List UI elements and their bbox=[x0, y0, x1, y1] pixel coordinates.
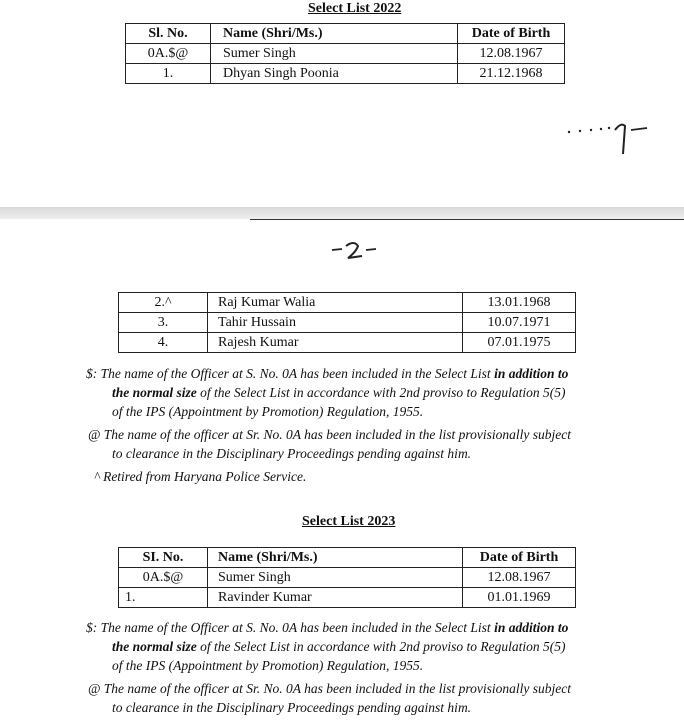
footnote-bold: the normal size bbox=[112, 385, 197, 400]
footnote-text: @ The name of the officer at Sr. No. 0A has been included in the list provisionally subject bbox=[88, 681, 571, 696]
select-list-2022-table bbox=[125, 23, 565, 84]
table-row bbox=[119, 333, 576, 353]
footnote-at-2022 bbox=[88, 425, 652, 463]
dob-cell: 01.01.1969 bbox=[463, 588, 576, 608]
name-cell: Sumer Singh bbox=[211, 44, 458, 64]
name-cell: Sumer Singh bbox=[208, 568, 463, 588]
select-list-2022-continued-table bbox=[118, 292, 576, 353]
dob-cell: 12.08.1967 bbox=[463, 568, 576, 588]
footnote-caret-2022: ^ Retired from Haryana Police Service. bbox=[94, 469, 307, 484]
dob-cell: 13.01.1968 bbox=[463, 293, 576, 313]
col-name: Name (Shri/Ms.) bbox=[208, 548, 463, 568]
table-row bbox=[126, 44, 565, 64]
select-list-2022-heading: Select List 2022 bbox=[308, 1, 402, 16]
footnote-text: to clearance in the Disciplinary Proceedings pending against him. bbox=[112, 700, 472, 715]
footnote-text: The name of the Officer at S. No. 0A has been included in the Select List bbox=[100, 620, 495, 635]
table-row bbox=[119, 568, 576, 588]
footnote-text: to clearance in the Disciplinary Proceedings pending against him. bbox=[112, 446, 472, 461]
footnote-at-2023 bbox=[88, 679, 652, 717]
handwritten-page-mark-2 bbox=[330, 238, 380, 266]
footnote-text: of the Select List in accordance with 2nd proviso to Regulation 5(5) bbox=[196, 385, 566, 400]
col-sl-no: SI. No. bbox=[119, 548, 208, 568]
name-cell: Raj Kumar Walia bbox=[208, 293, 463, 313]
select-list-2023-table bbox=[118, 547, 576, 608]
footnote-bold: in addition to bbox=[494, 366, 569, 381]
name-cell: Ravinder Kumar bbox=[208, 588, 463, 608]
footnote-text: @ The name of the officer at Sr. No. 0A has been included in the list provisionally subject bbox=[88, 427, 571, 442]
footnote-text: of the IPS (Appointment by Promotion) Regulation, 1955. bbox=[112, 404, 424, 419]
sl-cell: 0A.$@ bbox=[126, 44, 211, 64]
sl-cell: 1. bbox=[119, 588, 208, 608]
select-list-2023-heading: Select List 2023 bbox=[302, 514, 396, 529]
footnote-bold: in addition to bbox=[494, 620, 569, 635]
dob-cell: 21.12.1968 bbox=[458, 64, 565, 84]
dob-cell: 07.01.1975 bbox=[463, 333, 576, 353]
footnote-dollar-2022 bbox=[86, 364, 652, 421]
table-header-row bbox=[126, 24, 565, 44]
sl-cell: 0A.$@ bbox=[119, 568, 208, 588]
footnote-text: of the IPS (Appointment by Promotion) Regulation, 1955. bbox=[112, 658, 424, 673]
page-break-line bbox=[250, 219, 684, 220]
table-row bbox=[119, 293, 576, 313]
name-cell: Dhyan Singh Poonia bbox=[211, 64, 458, 84]
footnote-text: The name of the Officer at S. No. 0A has been included in the Select List bbox=[100, 366, 495, 381]
col-sl-no: Sl. No. bbox=[126, 24, 211, 44]
col-name: Name (Shri/Ms.) bbox=[211, 24, 458, 44]
sl-cell: 4. bbox=[119, 333, 208, 353]
sl-cell: 3. bbox=[119, 313, 208, 333]
table-row bbox=[119, 313, 576, 333]
footnote-marker: $: bbox=[86, 620, 98, 635]
table-header-row bbox=[119, 548, 576, 568]
name-cell: Rajesh Kumar bbox=[208, 333, 463, 353]
dob-cell: 10.07.1971 bbox=[463, 313, 576, 333]
footnote-dollar-2023 bbox=[86, 618, 652, 675]
name-cell: Tahir Hussain bbox=[208, 313, 463, 333]
col-dob: Date of Birth bbox=[463, 548, 576, 568]
page-break bbox=[0, 207, 684, 219]
footnote-text: of the Select List in accordance with 2nd proviso to Regulation 5(5) bbox=[196, 639, 566, 654]
handwritten-page-mark-1 bbox=[565, 118, 655, 158]
sl-cell: 1. bbox=[126, 64, 211, 84]
dob-cell: 12.08.1967 bbox=[458, 44, 565, 64]
table-row bbox=[119, 588, 576, 608]
footnote-marker: $: bbox=[86, 366, 98, 381]
sl-cell: 2.^ bbox=[119, 293, 208, 313]
col-dob: Date of Birth bbox=[458, 24, 565, 44]
table-row bbox=[126, 64, 565, 84]
footnote-bold: the normal size bbox=[112, 639, 197, 654]
